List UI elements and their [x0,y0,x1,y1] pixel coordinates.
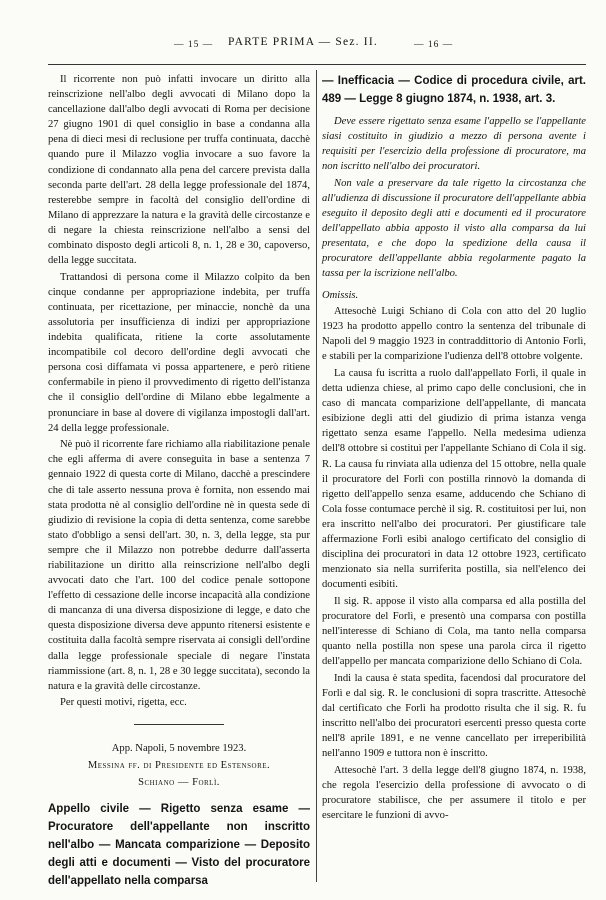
case-heading: Appello civile — Rigetto senza esame — Procuratore dell'appellante non inscritto nell'albo — Mancata comparizione — Deposito degli atti e documenti — Visto del procuratore dell'appellato nella comparsa [48,802,310,887]
right-column [322,72,586,825]
right-paragraph-1: Attesochè Luigi Schiano di Cola con atto del 20 luglio 1923 ha prodotto appello contro la sentenza del tribunale di Napoli del 9 maggio 1923 in contraddittorio di Antonio Forlì, e stabilì per la comparizione l'udienza dell'8 ottobre volgente. [322,306,586,363]
left-column [48,72,310,896]
header-rule [48,64,586,65]
page-number-right: — 16 — [414,40,454,50]
section-separator [134,724,224,725]
court-line: App. Napoli, 5 novembre 1923. [111,743,247,755]
maxim-2: Non vale a preservare da tale rigetto la circostanza che all'udienza di discussione il procuratore dell'appellante abbia eseguito il deposito degli atti e documenti ed il procuratore dell'appellato abbia apposto il visto alla comparsa da lui presentata, e che dopo la spedizione della causa il procuratore dell'appellante abbia regolarmente pagato la tassa per la iscrizione nell'albo. [322,177,586,280]
right-paragraph-5: Attesochè l'art. 3 della legge dell'8 giugno 1874, n. 1938, che regola l'esercizio della professione di avvocato o di procuratore stabilisce, che per assumere il titolo e per esercitare le funzioni di avvo- [322,764,586,822]
left-paragraph-2: Trattandosi di persona come il Milazzo colpito da ben cinque condanne per appropriazione indebita, per truffa continuata, per ricettazione, per minaccie, nonchè da una assolutoria per insufficienza di indizi per appropriazione indebita qualificata, ritiene la corte assolutamente incompatibile col decoro dell'ordine degli avvocati che persona così diffamata vi possa appartenere, e però ritiene confermabile in pieno il provvedimento di rigetto dell'istanza che il consiglio dell'ordine di Milano ebbe legalmente a pronunciare in base al dovere di vigilanza impostogli dall'art. 24 della legge professionale. [48,271,310,434]
left-paragraph-4: Per questi motivi, rigetta, ecc. [60,697,187,709]
omissis-label: Omissis. [322,289,359,301]
left-paragraph-3: Nè può il ricorrente fare richiamo alla riabilitazione penale che egli afferma di avere conseguita in base a sentenza 7 gennaio 1922 di questa corte di Milano, dacchè a prescindere che di tale asserto nessuna prova è fornita, non essendo mai stata prodotta nè al consiglio dell'ordine nè in questa sede di giudizio di revisione la copia di detta sentenza, come sarebbe stato d'obbligo a sensi dell'art. 30, n. 3, della legge, sta pur sempre che il Milazzo non potrebbe dedurre dall'asserta riabilitazione un diritto alla reinscrizione nell'albo degli avvocati dato che l'art. 100 del codice penale sottopone l'effetto di cessazione delle incorse incapacità alla condizione di mancanza di una diversa disposizione di legge, e dato che questa disposizione diversa deve appunto ritenersi esistente e costituita dalla facoltà sempre riservata ai consigli dell'ordine dalla legge professionale speciale di negare l'instata riammissione (art. 8, n. 1, 28 e 30 legge succitata), secondo la natura e la gravità delle circostanze. [48,439,310,692]
page-number-left: — 15 — [174,40,214,50]
parties-line: Schiano — Forlì. [138,776,220,788]
column-divider [316,70,317,882]
running-title: PARTE PRIMA — Sez. II. [228,36,378,48]
left-paragraph-1: Il ricorrente non può infatti invocare un diritto alla reinscrizione nell'albo degli avvocati di Milano dopo la cancellazione dall'albo degli avvocati di Roma per decisione 27 giugno 1901 di quel consiglio in base a condanna alla pena di dieci mesi di reclusione per truffa continuata, dacchè quando pure il Milazzo voglia invocare a suo favore la condizione di condannato alla pena del carcere prevista dalla seconda parte dell'art. 28 della legge professionale del 1874, resterebbe sempre in facoltà del consiglio dell'ordine di Milano di apprezzare la natura e la gravità delle circostanze e di negare la chiesta reinscrizione nell'albo a sensi del combinato disposto degli articoli 8, n. 1, 28 e 30, capoverso, della legge succitata. [48,74,310,267]
page-header [0,36,606,56]
judge-line: Messina ff. di Presidente ed Estensore. [87,760,271,772]
case-heading-continued: — Inefficacia — Codice di procedura civile, art. 489 — Legge 8 giugno 1874, n. 1938, art. 3. [322,75,586,105]
right-paragraph-4: Indi la causa è stata spedita, facendosi dal procuratore del Forlì e dal sig. R. le conclusioni di sopra trascritte. Attesochè dal certificato che Forlì ha prodotto risulta che il sig. R. fu inscritto nell'albo dei procuratori esercenti presso questa corte nell'8 aprile 1891, e ne venne cancellato per irreperibilità nell'anno 1909 e tuttora non è inscritto. [322,672,586,760]
maxim-1: Deve essere rigettato senza esame l'appello se l'appellante siasi costituito in giudizio a mezzo di persona avente i requisiti per l'esercizio della professione di procuratore, ma non iscritto nell'albo dei procuratori. [322,116,586,173]
right-paragraph-2: La causa fu iscritta a ruolo dall'appellato Forlì, il quale in detta udienza chiese, al primo capo delle conclusioni, che in caso di mancata comparizione dell'appellante, di mancata esibizione degli atti del giudizio di prima istanza venga rigettato senza esame l'appello. Nella medesima udienza dell'8 ottobre si costituì per l'appellante Schiano di Cola il sig. R. La causa fu rinviata alla udienza del 15 ottobre, nella quale il procuratore del Forlì con postilla rinnovò la domanda di rigetto dell'appello senza esame, adducendo che Schiano di Cola fosse contumace perchè il sig. R. costituitosi per lui, non era inscritto nell'albo dei procuratori. Per giustificare tale affermazione Forlì esibì analogo certificato del consiglio di disciplina dei procuratori in data 12 ottobre 1923, certificato menzionato sia nella surriferita postilla, sia nell'elenco dei documenti esibiti. [322,368,586,591]
right-paragraph-3: Il sig. R. appose il visto alla comparsa ed alla postilla del procuratore del Forlì, e presentò una comparsa con postilla nell'interesse di Schiano di Cola, ma tanto nella comparsa quanto nella postilla non spese una parola circa il rigetto dell'appello per mancata comparizione dello Schiano di Cola. [322,595,586,668]
